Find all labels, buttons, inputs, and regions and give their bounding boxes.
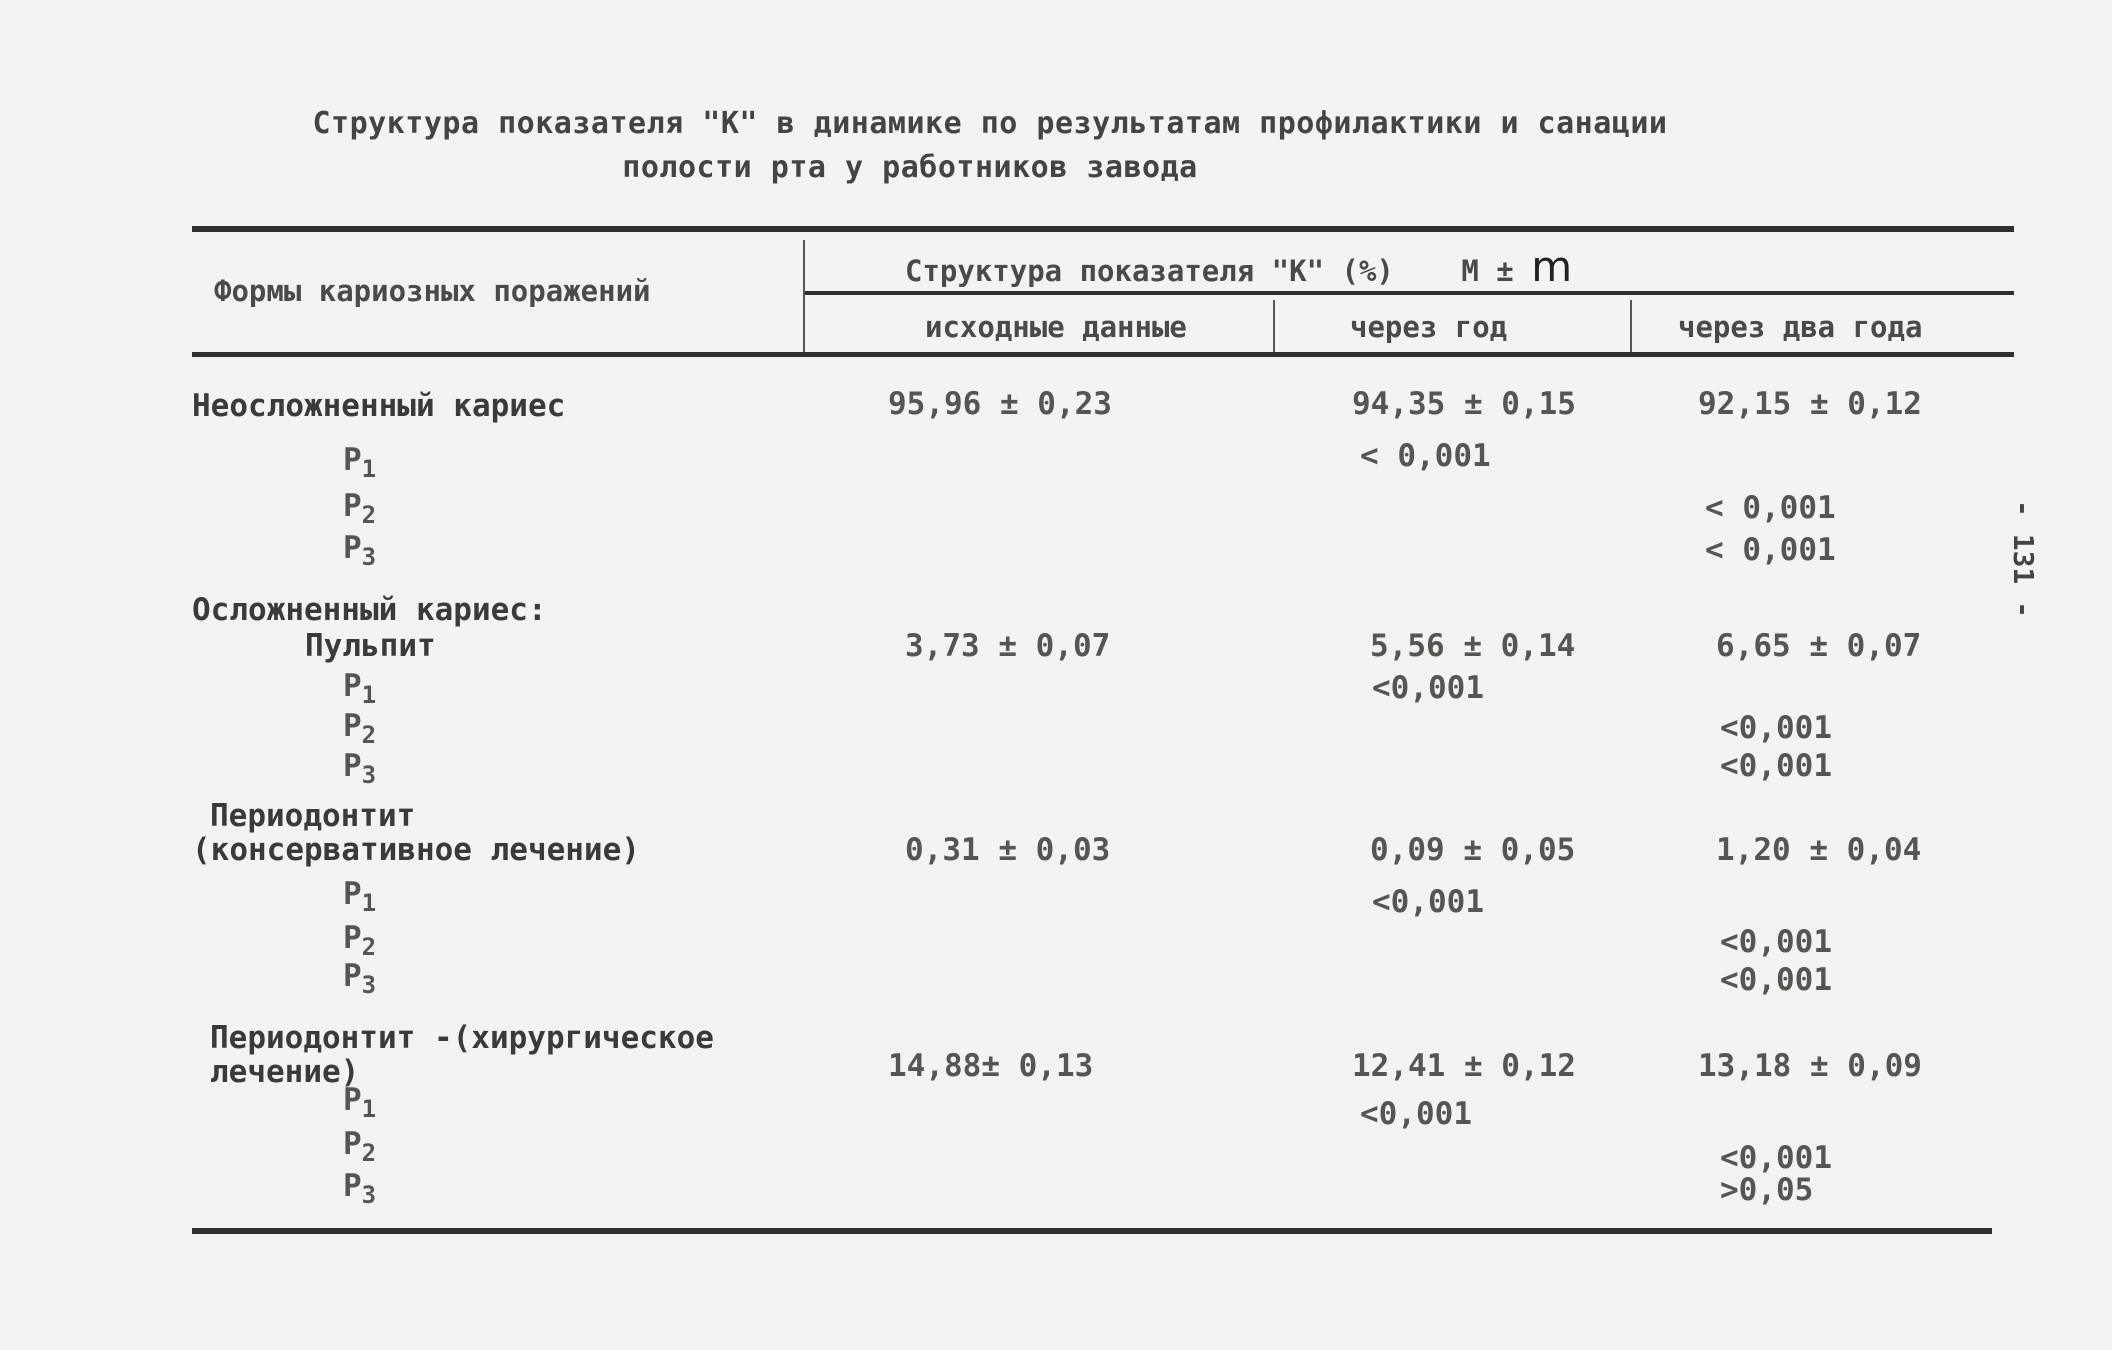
header-separator-2 xyxy=(1630,300,1632,352)
row-3-p2-value: <0,001 xyxy=(1720,924,1832,960)
row-3-two-years: 1,20 ± 0,04 xyxy=(1716,832,1922,868)
header-separator-main xyxy=(803,240,805,352)
header-group-suffix: M ± xyxy=(1461,254,1514,288)
row-4-p1-value: <0,001 xyxy=(1360,1096,1472,1132)
row-1-baseline: 95,96 ± 0,23 xyxy=(888,386,1112,422)
row-1-one-year: 94,35 ± 0,15 xyxy=(1352,386,1576,422)
header-bottom-rule xyxy=(192,352,2014,357)
row-3-p3-value: <0,001 xyxy=(1720,962,1832,998)
row-1-p1-value: < 0,001 xyxy=(1360,438,1491,474)
table-title-line-1: Структура показателя "К" в динамике по результатам профилактики и санации xyxy=(312,106,1668,141)
row-4-one-year: 12,41 ± 0,12 xyxy=(1352,1048,1576,1084)
row-1-p3-label: $P_3$ xyxy=(343,530,377,572)
row-4-p2-value: <0,001 xyxy=(1720,1140,1832,1176)
header-forms-of-lesions: Формы кариозных поражений xyxy=(214,274,651,308)
row-3-one-year: 0,09 ± 0,05 xyxy=(1370,832,1576,868)
header-separator-1 xyxy=(1273,300,1275,352)
row-4-p3-value: >0,05 xyxy=(1720,1172,1814,1208)
header-group-text: Структура показателя "К" (%) xyxy=(905,254,1394,288)
top-rule xyxy=(192,226,2014,232)
row-4-two-years: 13,18 ± 0,09 xyxy=(1698,1048,1922,1084)
row-1-p2-value: < 0,001 xyxy=(1705,490,1836,526)
row-1-label: Неосложненный кариес xyxy=(192,388,566,424)
header-after-two-years: через два года xyxy=(1678,310,1923,344)
header-baseline: исходные данные xyxy=(925,310,1187,344)
row-3-p3-label: $P_3$ xyxy=(343,958,377,1000)
group-rule xyxy=(805,291,2014,295)
header-after-one-year: через год xyxy=(1350,310,1508,344)
row-4-baseline: 14,88± 0,13 xyxy=(888,1048,1094,1084)
row-2-p1-value: <0,001 xyxy=(1372,670,1484,706)
row-3-p1-label: $P_1$ xyxy=(343,876,377,918)
row-2-p3-value: <0,001 xyxy=(1720,748,1832,784)
row-4-p2-label: $P_2$ xyxy=(343,1126,377,1168)
row-4-p3-label: $P_3$ xyxy=(343,1168,377,1210)
row-2-baseline: 3,73 ± 0,07 xyxy=(905,628,1111,664)
row-2-p3-label: $P_3$ xyxy=(343,748,377,790)
row-2-p1-label: $P_1$ xyxy=(343,668,377,710)
row-1-two-years: 92,15 ± 0,12 xyxy=(1698,386,1922,422)
row-2-one-year: 5,56 ± 0,14 xyxy=(1370,628,1576,664)
row-3-sublabel: (консервативное лечение) xyxy=(192,832,640,868)
page-number: - 131 - xyxy=(2007,500,2040,619)
row-1-p2-label: $P_2$ xyxy=(343,488,377,530)
row-2-p2-value: <0,001 xyxy=(1720,710,1832,746)
bottom-rule xyxy=(192,1228,1992,1234)
row-3-baseline: 0,31 ± 0,03 xyxy=(905,832,1111,868)
header-group-suffix-handwritten: m xyxy=(1531,242,1573,291)
header-group xyxy=(905,242,1572,291)
row-4-p1-label: $P_1$ xyxy=(343,1082,377,1124)
row-4-sublabel: лечение) xyxy=(210,1054,360,1090)
row-4-label: Периодонтит -(хирургическое xyxy=(210,1020,714,1056)
row-1-p1-label: $P_1$ xyxy=(343,442,377,484)
row-3-p1-value: <0,001 xyxy=(1372,884,1484,920)
row-3-label: Периодонтит xyxy=(210,798,416,834)
row-2-p2-label: $P_2$ xyxy=(343,708,377,750)
row-3-p2-label: $P_2$ xyxy=(343,920,377,962)
row-2-label: Осложненный кариес: xyxy=(192,592,547,628)
row-2-sublabel: Пульпит xyxy=(305,628,436,664)
table-title-line-2: полости рта у работников завода xyxy=(622,150,1198,185)
row-2-two-years: 6,65 ± 0,07 xyxy=(1716,628,1922,664)
row-1-p3-value: < 0,001 xyxy=(1705,532,1836,568)
